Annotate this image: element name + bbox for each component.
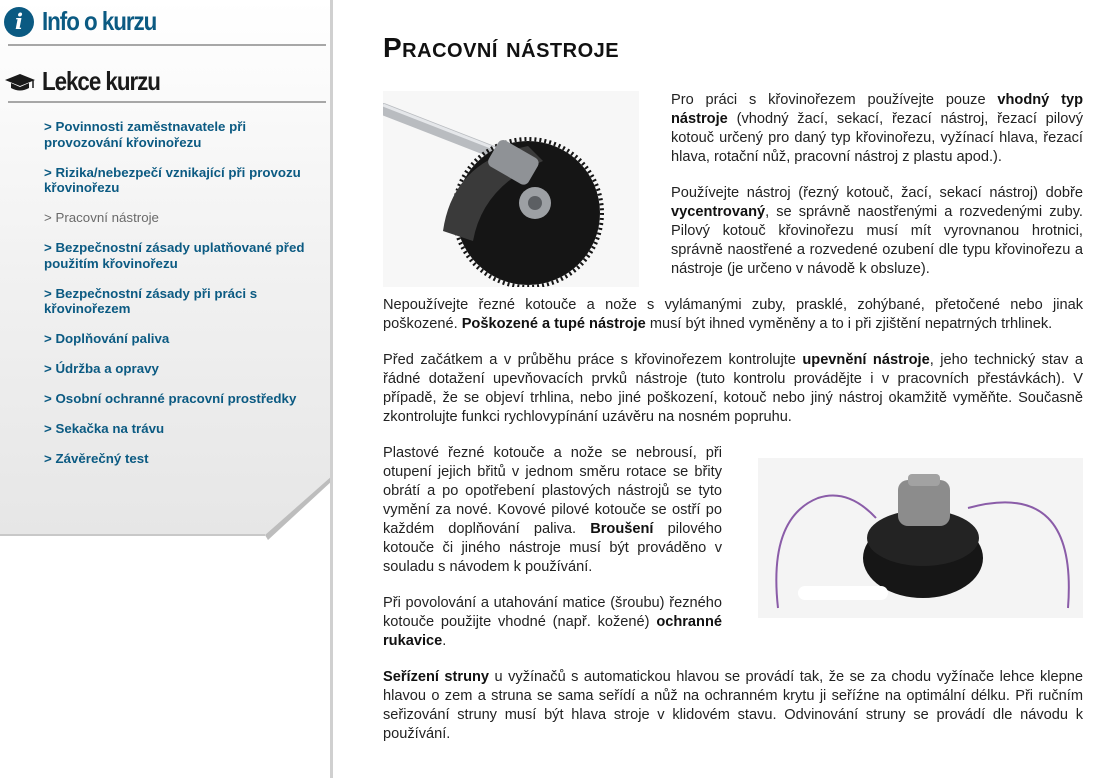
- divider: [8, 44, 326, 46]
- paragraph-5: Plastové řezné kotouče a nože se nebrousí, při otupení jejich břitů v jednom směru rotace se břity obrátí a po opotřebení plastových nástrojů se tyto vymění za nové. Kovové pilové kotouče se ostří po každém doplňování paliva. Broušení pilového kotouče či jiného nástroje musí být prováděno v souladu s návodem k používání.: [383, 445, 723, 575]
- graduation-cap-icon: [4, 71, 36, 93]
- paragraph-1: Pro práci s křovinořezem používejte pouze vhodný typ nástroje (vhodný žací, sekací, řezací nástroj, řezací pilový kotouč určený pro daný typ křovinořezu, vyžínací hlava, řezací hlava, rotační nůž, pracovní nástroj z plastu apod.).: [671, 92, 1083, 165]
- divider: [8, 101, 326, 103]
- nav-item-zasady-pri-praci[interactable]: > Bezpečnostní zásady při práci s křovinořezem: [44, 285, 258, 316]
- nav-item-zaverecny-test[interactable]: > Závěrečný test: [44, 451, 149, 466]
- paragraph-4: Před začátkem a v průběhu práce s křovinořezem kontrolujte upevnění nástroje, jeho technický stav a řádné dotažení upevňovacích prvků nástroje (tuto kontrolu provádějte i v pracovních přestávkách). V případě, že se objeví trhlina, nebo jiné poškození, kotouč nebo jiný nástroj okamžitě vyměňte. Současně zkontrolujte funkci rychlovypínání uzávěru na nosném popruhu.: [383, 352, 1083, 425]
- paragraph-6: Při povolování a utahování matice (šroubu) řezného kotouče použijte vhodné (např. kožené) ochranné rukavice.: [383, 595, 722, 649]
- paragraph-2: Používejte nástroj (řezný kotouč, žací, sekací nástroj) dobře vycentrovaný, se správně naostřenými a rozvedenými zuby. Pilový kotouč křovinořezu musí mít vyrovnanou hrotnici, správně naostřené a rozvedené ozubení dle typu křovinořezu a nástroje (je určeno v návodě k obsluze).: [671, 185, 1083, 277]
- nav-item-pracovni-nastroje[interactable]: > Pracovní nástroje: [44, 210, 159, 225]
- lessons-section-header: [4, 66, 179, 97]
- nav-item-oopp[interactable]: > Osobní ochranné pracovní prostředky: [44, 391, 297, 406]
- nav-item-sekacka[interactable]: > Sekačka na trávu: [44, 421, 165, 436]
- info-icon: i: [4, 7, 34, 37]
- nav-item-povinnosti[interactable]: > Povinnosti zaměstnavatele při provozování křovinořezu: [44, 119, 247, 150]
- sidebar: [0, 0, 333, 778]
- saw-blade-image: [383, 91, 639, 287]
- info-title[interactable]: Info o kurzu: [42, 6, 157, 36]
- lessons-title: Lekce kurzu: [42, 66, 160, 96]
- paragraph-7: Seřízení struny u vyžínačů s automatickou hlavou se provádí tak, že se za chodu vyžínače lehce klepne hlavou o zem a struna se sama seřídí a nůž na ochranném krytu ji seříźne na optimální délku. Při ručním seřizování struny musí být hlava stroje v klidovém stavu. Odvinování struny se provádí dle návodu k používání.: [383, 669, 1083, 742]
- main-content: [383, 25, 1083, 761]
- trimmer-head-image: [758, 458, 1083, 618]
- nav-item-udrzba[interactable]: > Údržba a opravy: [44, 361, 159, 376]
- paragraph-3: Nepoužívejte řezné kotouče a nože s vylámanými zuby, prasklé, zohýbané, přetočené nebo jinak poškozené. Poškozené a tupé nástroje musí být ihned vyměněny a to i při zjištění nepatrných trhlinek.: [383, 297, 1083, 332]
- nav-item-doplnovani-paliva[interactable]: > Doplňování paliva: [44, 331, 170, 346]
- lesson-nav: [44, 119, 319, 481]
- nav-item-rizika[interactable]: > Rizika/nebezpečí vznikající při provozu křovinořezu: [44, 164, 301, 195]
- page-title: Pracovní nástroje: [383, 32, 620, 63]
- nav-item-zasady-pred[interactable]: > Bezpečnostní zásady uplatňované před použitím křovinořezu: [44, 240, 305, 271]
- sidebar-edge: [330, 0, 333, 778]
- info-section-header[interactable]: [4, 6, 175, 37]
